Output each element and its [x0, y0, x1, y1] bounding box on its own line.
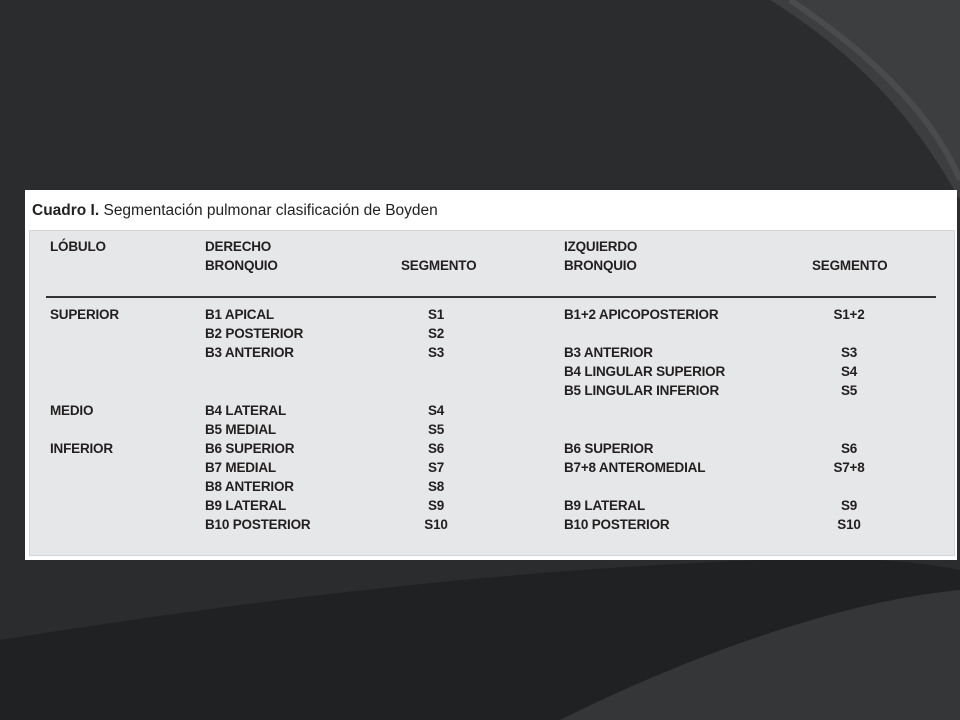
header-divider	[46, 296, 936, 298]
right-bronchus-cell: B10 POSTERIOR	[205, 517, 311, 533]
right-bronchus-cell: B4 LATERAL	[205, 402, 286, 418]
left-bronchus-cell: B9 LATERAL	[564, 498, 645, 513]
left-segment-cell: S9	[840, 498, 858, 513]
left-segment-cell: S1+2	[833, 307, 865, 322]
left-bronchus-cell: B10 POSTERIOR	[564, 517, 670, 533]
lobe-cell: INFERIOR	[50, 440, 113, 456]
right-segment-cell: S5	[427, 421, 445, 437]
left-segment-cell: S4	[840, 364, 858, 380]
right-segment-cell: S6	[427, 440, 445, 456]
right-segment-cell: S1	[427, 307, 445, 322]
left-segment-cell: S5	[840, 383, 858, 399]
header-segmento-derecho: SEGMENTO	[401, 258, 477, 273]
right-segment-cell: S9	[427, 498, 445, 513]
caption-title: Segmentación pulmonar clasificación de Boyden	[99, 202, 438, 219]
right-bronchus-cell: B8 ANTERIOR	[205, 478, 294, 494]
table-card	[25, 190, 957, 560]
left-bronchus-cell: B3 ANTERIOR	[564, 345, 653, 361]
right-bronchus-cell: B5 MEDIAL	[205, 421, 276, 437]
lobe-cell: SUPERIOR	[50, 307, 119, 322]
right-bronchus-cell: B7 MEDIAL	[205, 459, 276, 475]
left-segment-cell: S6	[840, 440, 858, 456]
left-segment-cell: S3	[840, 345, 858, 361]
right-segment-cell: S3	[427, 345, 445, 361]
right-bronchus-cell: B1 APICAL	[205, 307, 274, 322]
left-segment-cell: S10	[837, 517, 861, 533]
left-bronchus-cell: B1+2 APICOPOSTERIOR	[564, 307, 719, 322]
table-panel	[29, 230, 955, 556]
right-bronchus-cell: B9 LATERAL	[205, 498, 286, 513]
left-bronchus-cell: B5 LINGULAR INFERIOR	[564, 383, 720, 399]
right-bronchus-cell: B2 POSTERIOR	[205, 326, 304, 342]
right-segment-cell: S10	[424, 517, 448, 533]
header-segmento-izquierdo: SEGMENTO	[812, 258, 888, 273]
left-bronchus-cell: B6 SUPERIOR	[564, 440, 654, 456]
lobe-cell: MEDIO	[50, 402, 94, 418]
header-bronquio-izquierdo: BRONQUIO	[564, 258, 637, 273]
right-segment-cell: S4	[427, 402, 445, 418]
header-bronquio-derecho: BRONQUIO	[205, 258, 278, 273]
right-bronchus-cell: B3 ANTERIOR	[205, 345, 294, 361]
right-bronchus-cell: B6 SUPERIOR	[205, 440, 295, 456]
table-caption	[32, 202, 438, 220]
right-segment-cell: S7	[427, 459, 445, 475]
left-bronchus-cell: B4 LINGULAR SUPERIOR	[564, 364, 726, 380]
caption-label: Cuadro I.	[32, 202, 100, 219]
left-segment-cell: S7+8	[833, 459, 865, 475]
right-segment-cell: S8	[427, 478, 445, 494]
left-bronchus-cell: B7+8 ANTEROMEDIAL	[564, 459, 706, 475]
header-izquierdo: IZQUIERDO	[564, 239, 638, 254]
header-lobulo: LÓBULO	[50, 239, 106, 254]
right-segment-cell: S2	[427, 326, 445, 342]
header-derecho: DERECHO	[205, 239, 272, 254]
